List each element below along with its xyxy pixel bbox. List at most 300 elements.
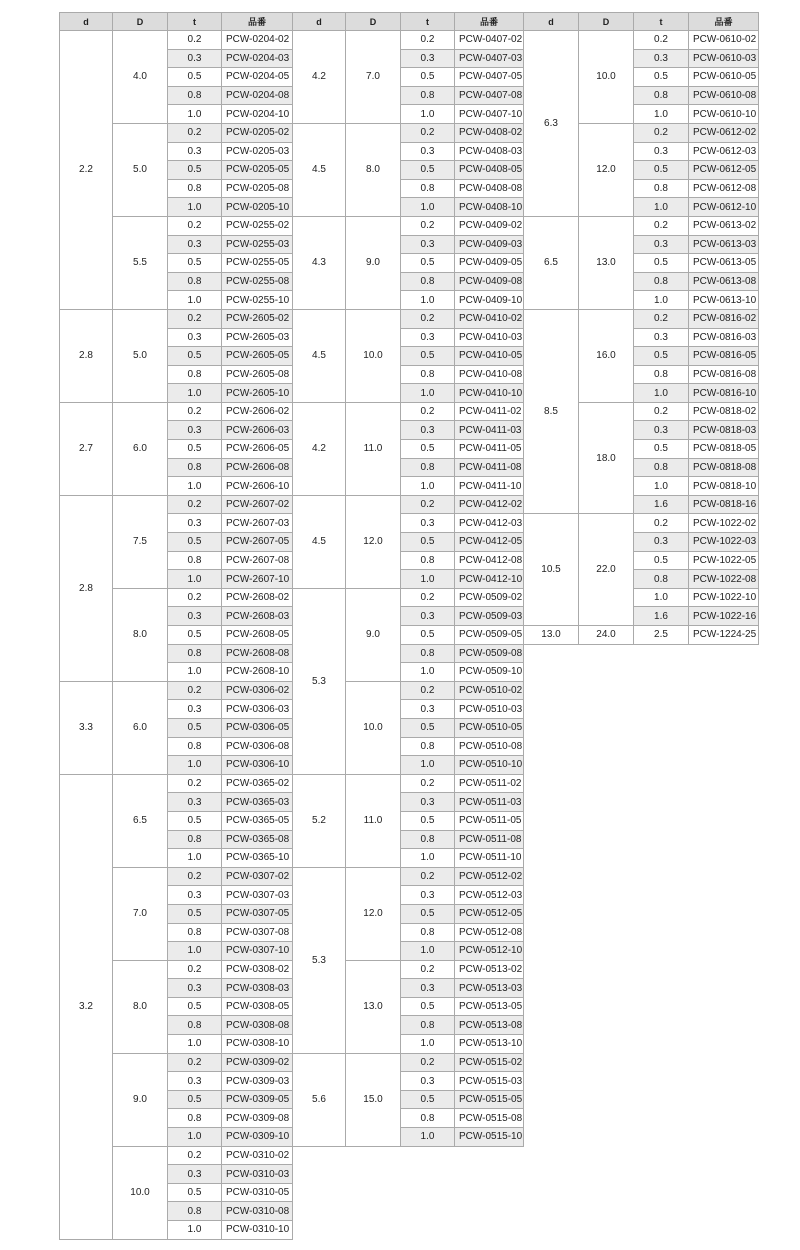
cell-part-number: PCW-0510-10 <box>455 756 524 775</box>
cell-t: 0.8 <box>401 1109 455 1128</box>
cell-part-number: PCW-0509-05 <box>455 626 524 645</box>
cell-part-number: PCW-0816-05 <box>689 347 759 366</box>
cell-part-number: PCW-0308-05 <box>222 997 293 1016</box>
cell-t: 1.0 <box>168 384 222 403</box>
cell-t: 1.0 <box>401 849 455 868</box>
cell-part-number: PCW-0255-05 <box>222 254 293 273</box>
cell-t: 0.2 <box>168 309 222 328</box>
cell-D: 10.0 <box>346 681 401 774</box>
spec-table-2 <box>292 12 524 1147</box>
cell-t: 0.3 <box>634 49 689 68</box>
cell-t: 0.2 <box>168 867 222 886</box>
cell-t: 0.8 <box>168 86 222 105</box>
cell-d: 5.2 <box>293 774 346 867</box>
cell-part-number: PCW-0513-03 <box>455 979 524 998</box>
cell-part-number: PCW-1224-25 <box>689 626 759 645</box>
cell-part-number: PCW-2606-03 <box>222 421 293 440</box>
cell-part-number: PCW-2607-08 <box>222 551 293 570</box>
table-row <box>293 588 524 607</box>
cell-t: 0.3 <box>168 607 222 626</box>
cell-part-number: PCW-0612-02 <box>689 123 759 142</box>
cell-part-number: PCW-2608-02 <box>222 588 293 607</box>
cell-part-number: PCW-0412-03 <box>455 514 524 533</box>
cell-part-number: PCW-0412-10 <box>455 570 524 589</box>
cell-part-number: PCW-0409-03 <box>455 235 524 254</box>
cell-t: 0.5 <box>401 254 455 273</box>
cell-t: 0.2 <box>168 1053 222 1072</box>
cell-t: 0.2 <box>401 495 455 514</box>
cell-t: 0.3 <box>168 514 222 533</box>
cell-part-number: PCW-2608-03 <box>222 607 293 626</box>
cell-t: 1.0 <box>168 1035 222 1054</box>
cell-part-number: PCW-0205-03 <box>222 142 293 161</box>
cell-t: 0.8 <box>168 644 222 663</box>
cell-part-number: PCW-0509-02 <box>455 588 524 607</box>
cell-t: 0.5 <box>168 161 222 180</box>
cell-t: 1.0 <box>168 663 222 682</box>
cell-t: 0.3 <box>168 700 222 719</box>
cell-t: 0.5 <box>168 718 222 737</box>
cell-part-number: PCW-0512-05 <box>455 904 524 923</box>
cell-t: 0.2 <box>401 774 455 793</box>
cell-part-number: PCW-0411-10 <box>455 477 524 496</box>
cell-t: 0.2 <box>168 402 222 421</box>
cell-t: 0.8 <box>401 737 455 756</box>
cell-t: 0.3 <box>168 1165 222 1184</box>
cell-t: 1.0 <box>401 198 455 217</box>
cell-t: 0.8 <box>401 179 455 198</box>
cell-part-number: PCW-0255-02 <box>222 216 293 235</box>
cell-D: 22.0 <box>579 514 634 626</box>
header-d: d <box>60 13 113 31</box>
cell-t: 0.8 <box>634 272 689 291</box>
cell-d: 4.5 <box>293 309 346 402</box>
table-row <box>60 402 293 421</box>
cell-t: 0.8 <box>168 923 222 942</box>
table-row <box>524 31 759 50</box>
cell-t: 0.2 <box>401 681 455 700</box>
cell-t: 1.0 <box>168 756 222 775</box>
cell-part-number: PCW-0407-08 <box>455 86 524 105</box>
cell-t: 0.8 <box>168 551 222 570</box>
cell-t: 0.3 <box>401 886 455 905</box>
cell-t: 0.2 <box>634 309 689 328</box>
cell-t: 0.5 <box>168 1090 222 1109</box>
cell-t: 0.8 <box>401 1016 455 1035</box>
cell-part-number: PCW-0612-08 <box>689 179 759 198</box>
cell-part-number: PCW-0408-10 <box>455 198 524 217</box>
cell-part-number: PCW-2606-10 <box>222 477 293 496</box>
cell-part-number: PCW-2606-02 <box>222 402 293 421</box>
cell-part-number: PCW-2608-05 <box>222 626 293 645</box>
header-row <box>293 13 524 31</box>
cell-part-number: PCW-0310-10 <box>222 1221 293 1240</box>
header-d: d <box>293 13 346 31</box>
cell-part-number: PCW-0407-05 <box>455 68 524 87</box>
cell-part-number: PCW-0410-08 <box>455 365 524 384</box>
cell-part-number: PCW-0409-05 <box>455 254 524 273</box>
cell-D: 7.0 <box>346 31 401 124</box>
cell-t: 0.5 <box>401 997 455 1016</box>
cell-t: 0.5 <box>168 440 222 459</box>
cell-t: 0.8 <box>168 365 222 384</box>
cell-t: 0.3 <box>401 793 455 812</box>
cell-t: 0.2 <box>401 1053 455 1072</box>
cell-part-number: PCW-1022-16 <box>689 607 759 626</box>
cell-t: 0.3 <box>168 979 222 998</box>
cell-t: 0.8 <box>401 551 455 570</box>
cell-t: 0.8 <box>401 86 455 105</box>
cell-part-number: PCW-0310-08 <box>222 1202 293 1221</box>
cell-part-number: PCW-0510-03 <box>455 700 524 719</box>
cell-part-number: PCW-0205-05 <box>222 161 293 180</box>
cell-d: 4.3 <box>293 216 346 309</box>
cell-part-number: PCW-0610-02 <box>689 31 759 50</box>
table-row <box>293 1053 524 1072</box>
cell-t: 1.0 <box>401 291 455 310</box>
cell-d: 5.6 <box>293 1053 346 1146</box>
header-t: t <box>401 13 455 31</box>
cell-t: 0.8 <box>401 458 455 477</box>
cell-part-number: PCW-0511-05 <box>455 811 524 830</box>
cell-part-number: PCW-0511-03 <box>455 793 524 812</box>
cell-part-number: PCW-0309-03 <box>222 1072 293 1091</box>
table-row <box>293 867 524 886</box>
cell-d: 10.5 <box>524 514 579 626</box>
cell-t: 1.0 <box>401 663 455 682</box>
cell-part-number: PCW-0255-10 <box>222 291 293 310</box>
cell-t: 1.0 <box>401 1035 455 1054</box>
cell-part-number: PCW-0255-08 <box>222 272 293 291</box>
cell-t: 0.8 <box>168 737 222 756</box>
cell-t: 0.3 <box>634 142 689 161</box>
cell-t: 0.3 <box>401 328 455 347</box>
cell-D: 8.0 <box>113 960 168 1053</box>
cell-part-number: PCW-2606-08 <box>222 458 293 477</box>
cell-part-number: PCW-0407-02 <box>455 31 524 50</box>
cell-D: 13.0 <box>346 960 401 1053</box>
cell-t: 0.2 <box>634 402 689 421</box>
cell-part-number: PCW-0365-02 <box>222 774 293 793</box>
cell-t: 0.5 <box>634 68 689 87</box>
cell-part-number: PCW-0408-08 <box>455 179 524 198</box>
cell-D: 12.0 <box>346 867 401 960</box>
cell-part-number: PCW-0365-05 <box>222 811 293 830</box>
table-row <box>293 123 524 142</box>
cell-part-number: PCW-0310-02 <box>222 1146 293 1165</box>
cell-part-number: PCW-0408-02 <box>455 123 524 142</box>
cell-t: 0.8 <box>634 365 689 384</box>
table-row <box>293 402 524 421</box>
cell-part-number: PCW-0509-08 <box>455 644 524 663</box>
cell-part-number: PCW-0818-08 <box>689 458 759 477</box>
cell-t: 0.3 <box>168 886 222 905</box>
cell-t: 0.3 <box>401 607 455 626</box>
cell-part-number: PCW-1022-10 <box>689 588 759 607</box>
cell-part-number: PCW-0309-08 <box>222 1109 293 1128</box>
cell-part-number: PCW-0613-10 <box>689 291 759 310</box>
cell-t: 0.8 <box>168 1109 222 1128</box>
cell-t: 0.5 <box>401 811 455 830</box>
table-row <box>524 216 759 235</box>
cell-t: 0.3 <box>401 142 455 161</box>
cell-t: 0.8 <box>634 458 689 477</box>
cell-part-number: PCW-0409-08 <box>455 272 524 291</box>
cell-t: 0.5 <box>168 1183 222 1202</box>
cell-t: 0.3 <box>401 700 455 719</box>
cell-t: 0.8 <box>634 86 689 105</box>
cell-part-number: PCW-0309-02 <box>222 1053 293 1072</box>
cell-part-number: PCW-0408-05 <box>455 161 524 180</box>
cell-t: 0.2 <box>168 588 222 607</box>
cell-t: 1.0 <box>634 384 689 403</box>
cell-part-number: PCW-0309-05 <box>222 1090 293 1109</box>
cell-d: 2.8 <box>60 495 113 681</box>
cell-t: 1.0 <box>634 291 689 310</box>
cell-part-number: PCW-0510-08 <box>455 737 524 756</box>
cell-part-number: PCW-2607-03 <box>222 514 293 533</box>
cell-D: 16.0 <box>579 309 634 402</box>
cell-t: 0.5 <box>168 811 222 830</box>
cell-D: 9.0 <box>113 1053 168 1146</box>
header-part-number: 品番 <box>222 13 293 31</box>
cell-part-number: PCW-0411-03 <box>455 421 524 440</box>
table-row <box>60 309 293 328</box>
cell-part-number: PCW-0307-10 <box>222 942 293 961</box>
cell-t: 1.0 <box>401 570 455 589</box>
cell-part-number: PCW-0365-03 <box>222 793 293 812</box>
cell-part-number: PCW-0510-02 <box>455 681 524 700</box>
cell-t: 1.6 <box>634 495 689 514</box>
cell-D: 7.0 <box>113 867 168 960</box>
cell-part-number: PCW-1022-03 <box>689 533 759 552</box>
table-row <box>293 309 524 328</box>
cell-D: 6.0 <box>113 681 168 774</box>
cell-part-number: PCW-0613-05 <box>689 254 759 273</box>
table-row <box>293 31 524 50</box>
cell-part-number: PCW-1022-08 <box>689 570 759 589</box>
cell-t: 1.0 <box>168 291 222 310</box>
cell-t: 0.3 <box>634 533 689 552</box>
cell-t: 0.3 <box>401 514 455 533</box>
cell-t: 1.0 <box>401 942 455 961</box>
cell-t: 0.2 <box>401 216 455 235</box>
cell-D: 6.5 <box>113 774 168 867</box>
cell-t: 0.3 <box>401 979 455 998</box>
cell-t: 0.3 <box>168 142 222 161</box>
cell-part-number: PCW-2605-03 <box>222 328 293 347</box>
spec-table-1 <box>59 12 293 1240</box>
cell-part-number: PCW-0411-05 <box>455 440 524 459</box>
cell-t: 0.2 <box>634 31 689 50</box>
cell-D: 5.5 <box>113 216 168 309</box>
cell-t: 0.8 <box>168 272 222 291</box>
header-d: d <box>524 13 579 31</box>
cell-D: 11.0 <box>346 774 401 867</box>
cell-t: 1.0 <box>634 588 689 607</box>
cell-t: 0.5 <box>634 551 689 570</box>
cell-D: 9.0 <box>346 216 401 309</box>
cell-part-number: PCW-0307-08 <box>222 923 293 942</box>
header-row <box>60 13 293 31</box>
cell-t: 0.2 <box>401 31 455 50</box>
cell-t: 0.3 <box>168 235 222 254</box>
cell-d: 3.2 <box>60 774 113 1239</box>
cell-part-number: PCW-0365-08 <box>222 830 293 849</box>
cell-part-number: PCW-0513-05 <box>455 997 524 1016</box>
cell-part-number: PCW-0612-10 <box>689 198 759 217</box>
cell-t: 0.2 <box>168 216 222 235</box>
cell-t: 0.3 <box>401 1072 455 1091</box>
cell-t: 0.2 <box>168 495 222 514</box>
cell-t: 1.0 <box>401 384 455 403</box>
cell-part-number: PCW-0308-03 <box>222 979 293 998</box>
header-D: D <box>113 13 168 31</box>
cell-part-number: PCW-0816-10 <box>689 384 759 403</box>
cell-part-number: PCW-0515-10 <box>455 1128 524 1147</box>
cell-part-number: PCW-0818-05 <box>689 440 759 459</box>
cell-part-number: PCW-0515-08 <box>455 1109 524 1128</box>
cell-part-number: PCW-2605-02 <box>222 309 293 328</box>
cell-part-number: PCW-2608-08 <box>222 644 293 663</box>
cell-part-number: PCW-2606-05 <box>222 440 293 459</box>
cell-t: 0.5 <box>401 440 455 459</box>
cell-part-number: PCW-0818-16 <box>689 495 759 514</box>
cell-part-number: PCW-0410-02 <box>455 309 524 328</box>
cell-D: 13.0 <box>579 216 634 309</box>
cell-t: 0.5 <box>634 440 689 459</box>
cell-part-number: PCW-0255-03 <box>222 235 293 254</box>
cell-part-number: PCW-0306-02 <box>222 681 293 700</box>
cell-part-number: PCW-0816-02 <box>689 309 759 328</box>
cell-part-number: PCW-0818-02 <box>689 402 759 421</box>
cell-t: 0.5 <box>634 254 689 273</box>
cell-t: 1.0 <box>168 570 222 589</box>
cell-t: 0.5 <box>168 347 222 366</box>
cell-t: 0.8 <box>168 179 222 198</box>
cell-t: 0.5 <box>634 347 689 366</box>
cell-t: 0.5 <box>401 904 455 923</box>
cell-part-number: PCW-0307-05 <box>222 904 293 923</box>
cell-part-number: PCW-0512-03 <box>455 886 524 905</box>
cell-part-number: PCW-2607-05 <box>222 533 293 552</box>
cell-t: 1.0 <box>634 477 689 496</box>
cell-part-number: PCW-0816-08 <box>689 365 759 384</box>
cell-t: 0.8 <box>168 830 222 849</box>
cell-part-number: PCW-0306-10 <box>222 756 293 775</box>
cell-D: 8.0 <box>113 588 168 681</box>
cell-t: 0.8 <box>168 1202 222 1221</box>
cell-D: 10.0 <box>579 31 634 124</box>
cell-t: 0.2 <box>168 681 222 700</box>
header-row <box>524 13 759 31</box>
cell-t: 0.8 <box>401 830 455 849</box>
cell-t: 0.8 <box>168 1016 222 1035</box>
cell-t: 1.0 <box>401 477 455 496</box>
table-row <box>293 216 524 235</box>
cell-part-number: PCW-0308-02 <box>222 960 293 979</box>
cell-t: 0.3 <box>168 421 222 440</box>
table-row <box>60 495 293 514</box>
cell-d: 2.8 <box>60 309 113 402</box>
cell-D: 12.0 <box>346 495 401 588</box>
cell-part-number: PCW-0818-10 <box>689 477 759 496</box>
cell-t: 0.5 <box>401 1090 455 1109</box>
cell-part-number: PCW-1022-05 <box>689 551 759 570</box>
cell-part-number: PCW-0513-02 <box>455 960 524 979</box>
cell-t: 0.5 <box>401 347 455 366</box>
header-D: D <box>579 13 634 31</box>
cell-part-number: PCW-0509-03 <box>455 607 524 626</box>
cell-t: 0.5 <box>634 161 689 180</box>
cell-t: 0.2 <box>168 31 222 50</box>
cell-part-number: PCW-0610-08 <box>689 86 759 105</box>
cell-D: 18.0 <box>579 402 634 514</box>
cell-D: 9.0 <box>346 588 401 681</box>
header-t: t <box>168 13 222 31</box>
cell-t: 1.0 <box>401 756 455 775</box>
cell-part-number: PCW-0511-02 <box>455 774 524 793</box>
cell-part-number: PCW-0613-02 <box>689 216 759 235</box>
cell-d: 5.3 <box>293 588 346 774</box>
cell-t: 0.2 <box>168 123 222 142</box>
cell-part-number: PCW-0205-02 <box>222 123 293 142</box>
cell-part-number: PCW-0515-02 <box>455 1053 524 1072</box>
cell-t: 0.3 <box>634 328 689 347</box>
cell-d: 13.0 <box>524 626 579 645</box>
cell-part-number: PCW-0204-03 <box>222 49 293 68</box>
table-row <box>60 681 293 700</box>
cell-part-number: PCW-0512-02 <box>455 867 524 886</box>
cell-t: 0.2 <box>401 588 455 607</box>
cell-t: 0.2 <box>168 774 222 793</box>
cell-part-number: PCW-0511-10 <box>455 849 524 868</box>
cell-t: 0.3 <box>634 421 689 440</box>
cell-t: 2.5 <box>634 626 689 645</box>
header-part-number: 品番 <box>455 13 524 31</box>
cell-t: 0.5 <box>401 718 455 737</box>
cell-D: 11.0 <box>346 402 401 495</box>
cell-t: 0.3 <box>168 793 222 812</box>
cell-part-number: PCW-0306-08 <box>222 737 293 756</box>
cell-D: 4.0 <box>113 31 168 124</box>
cell-t: 0.5 <box>401 533 455 552</box>
cell-part-number: PCW-0410-10 <box>455 384 524 403</box>
cell-d: 6.3 <box>524 31 579 217</box>
cell-part-number: PCW-2607-10 <box>222 570 293 589</box>
cell-part-number: PCW-0205-10 <box>222 198 293 217</box>
cell-part-number: PCW-0613-03 <box>689 235 759 254</box>
cell-part-number: PCW-0306-03 <box>222 700 293 719</box>
cell-D: 10.0 <box>113 1146 168 1239</box>
cell-part-number: PCW-0407-10 <box>455 105 524 124</box>
cell-d: 3.3 <box>60 681 113 774</box>
cell-D: 5.0 <box>113 123 168 216</box>
cell-d: 5.3 <box>293 867 346 1053</box>
cell-t: 0.3 <box>401 421 455 440</box>
cell-part-number: PCW-2605-08 <box>222 365 293 384</box>
spec-table-3 <box>523 12 759 645</box>
cell-part-number: PCW-0307-02 <box>222 867 293 886</box>
cell-t: 0.3 <box>401 49 455 68</box>
cell-t: 1.0 <box>634 198 689 217</box>
cell-part-number: PCW-1022-02 <box>689 514 759 533</box>
cell-d: 4.5 <box>293 495 346 588</box>
cell-part-number: PCW-0410-05 <box>455 347 524 366</box>
cell-part-number: PCW-0306-05 <box>222 718 293 737</box>
cell-part-number: PCW-0309-10 <box>222 1128 293 1147</box>
header-part-number: 品番 <box>689 13 759 31</box>
